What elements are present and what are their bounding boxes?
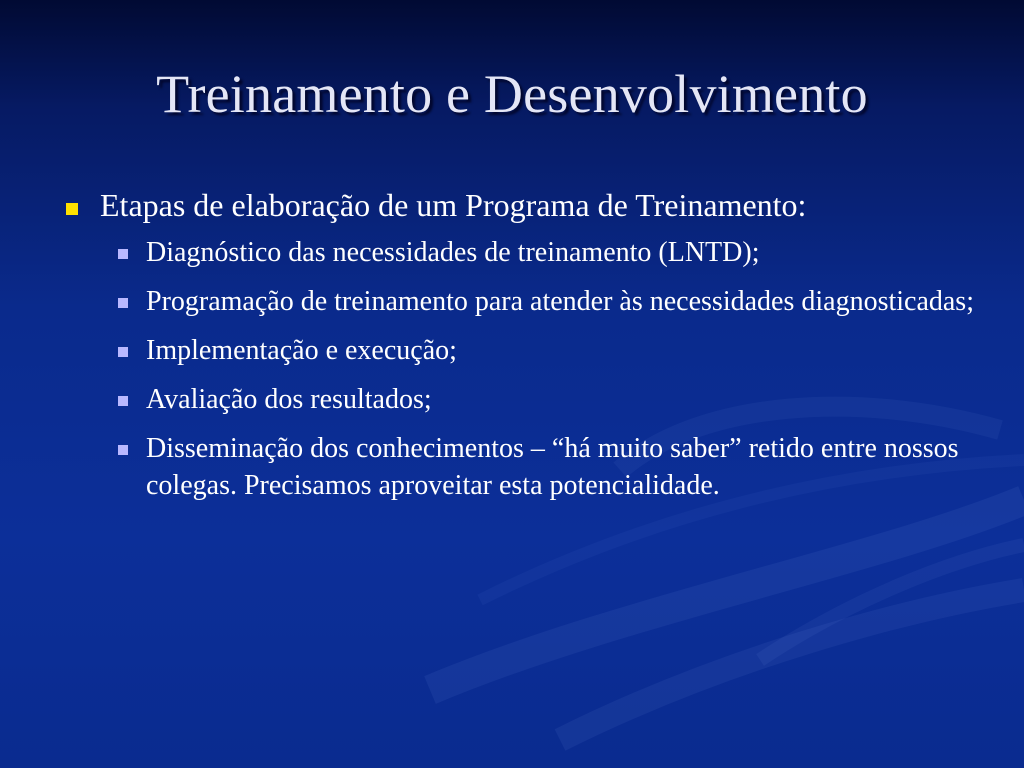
sub-bullet-item-programacao bbox=[114, 283, 982, 320]
sub-bullet-text: Avaliação dos resultados; bbox=[146, 384, 432, 415]
bullet-list bbox=[62, 186, 982, 516]
sub-bullet-item-avaliacao bbox=[114, 381, 982, 418]
square-bullet-icon bbox=[118, 249, 128, 259]
sub-bullet-item-implementacao bbox=[114, 332, 982, 369]
square-bullet-icon bbox=[118, 298, 128, 308]
bullet-text-main: Etapas de elaboração de um Programa de Treinamento: bbox=[100, 187, 807, 223]
bullet-item-main bbox=[62, 186, 982, 224]
sub-bullet-list bbox=[114, 234, 982, 504]
square-bullet-icon bbox=[118, 396, 128, 406]
sub-bullet-text: Implementação e execução; bbox=[146, 335, 457, 366]
square-bullet-icon bbox=[118, 347, 128, 357]
sub-bullet-item-diagnostico bbox=[114, 234, 982, 271]
sub-bullet-item-disseminacao bbox=[114, 430, 982, 504]
square-bullet-icon bbox=[66, 203, 78, 215]
square-bullet-icon bbox=[118, 445, 128, 455]
sub-bullet-text: Disseminação dos conhecimentos – “há muito saber” retido entre nossos colegas. Precisamos aproveitar esta potencialidade. bbox=[146, 433, 959, 501]
sub-bullet-text: Programação de treinamento para atender às necessidades diagnosticadas; bbox=[146, 286, 974, 317]
sub-bullet-text: Diagnóstico das necessidades de treinamento (LNTD); bbox=[146, 237, 760, 268]
slide-title: Treinamento e Desenvolvimento bbox=[156, 64, 868, 124]
